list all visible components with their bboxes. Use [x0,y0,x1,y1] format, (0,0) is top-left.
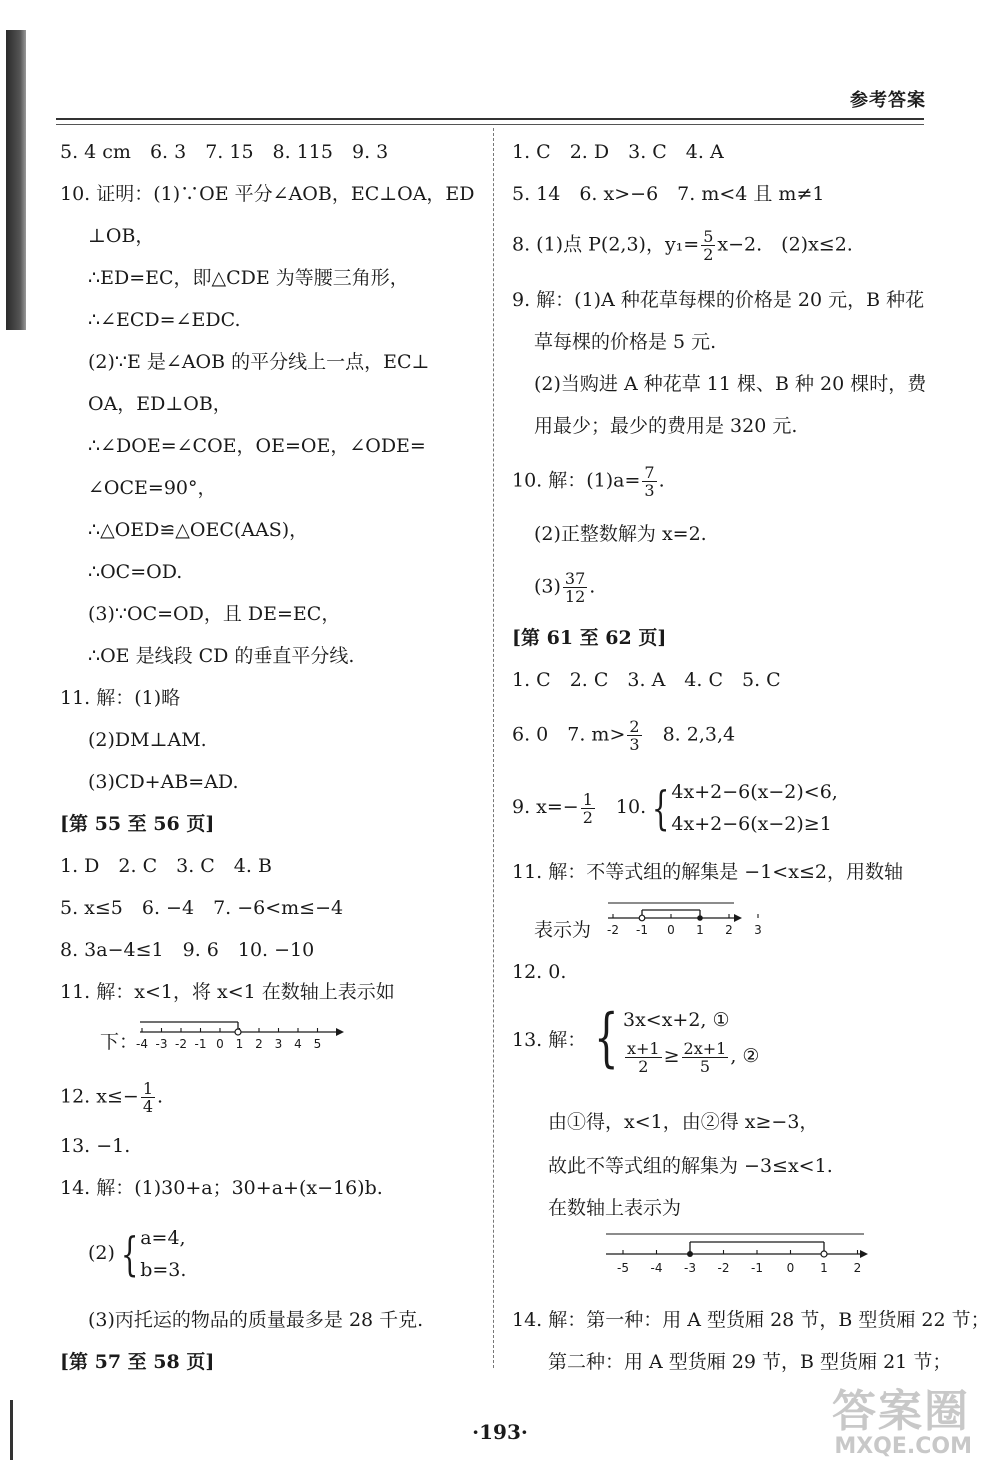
number-line-tick-label: -4 [650,1261,663,1275]
answer-line: 11. 解：不等式组的解集是 −1<x≤2，用数轴 [512,861,903,883]
number-line-tick-label: 0 [786,1261,795,1275]
page-header-title: 参考答案 [850,90,926,111]
number-line-tick-label: -1 [636,923,648,937]
answer-line: ⊥OB， [88,225,155,247]
answer-line: 8. (1)点 P(2,3)，y₁= $\frac{5}{2}$ x−2. (2)x≤2. [512,227,853,264]
number-line-tick-label: 2 [725,923,733,937]
section-heading: [第 57 至 58 页] [60,1351,215,1373]
watermark-logo: 答案圈 MXQE.COM [832,1386,972,1459]
answer-line: 11. 解：(1)略 [60,687,181,709]
answer-line: 草每棵的价格是 5 元. [534,331,717,353]
answer-line: (2)当购进 A 种花草 11 棵、B 种 20 棵时，费 [534,373,927,395]
answer-line: (2)∵E 是∠AOB 的平分线上一点，EC⊥ [88,351,430,373]
header-rule [56,118,924,120]
answer-line: (3)∵OC=OD，且 DE=EC， [88,603,341,625]
answer-line: 13. −1. [60,1135,131,1157]
answer-line: 5. 4 cm 6. 3 7. 15 8. 115 9. 3 [60,141,389,163]
answer-line: 9. 解：(1)A 种花草每棵的价格是 20 元，B 种花 [512,289,925,311]
number-line-tick-label: 1 [235,1037,244,1051]
number-line-solution-minus3-to-1 [602,1230,878,1280]
number-line-tick-label: 2 [853,1261,862,1275]
fraction: $\frac{2}{3}$ [629,717,640,754]
page-number: ·193· [472,1420,528,1444]
number-line-tick-label: -1 [751,1261,763,1275]
number-line-tick-label: 5 [313,1037,322,1051]
answer-line: (2)正整数解为 x=2. [534,523,707,545]
number-line-tick-label: 0 [216,1037,224,1051]
answer-line: 9. x=− $\frac{1}{2}$ 10. { 4x+2−6(x−2)<6, 4x+2−6(x−2)≥1 [512,781,838,835]
number-line-tick-label: -2 [717,1261,730,1275]
book-spine-shadow [6,30,26,330]
answer-line: 1. C 2. D 3. C 4. A [512,141,724,163]
column-divider [493,128,494,1368]
answer-line: 5. 14 6. x>−6 7. m<4 且 m≠1 [512,183,825,205]
answer-line: 故此不等式组的解集为 −3≤x<1. [548,1155,833,1177]
answer-line: ∴OC=OD. [88,561,183,583]
answer-line: 14. 解：(1)30+a；30+a+(x−16)b. [60,1177,383,1199]
answer-line: 10. 证明：(1)∵OE 平分∠AOB，EC⊥OA，ED [60,183,475,205]
answer-line: 1. D 2. C 3. C 4. B [60,855,272,877]
answer-line: 由①得，x<1，由②得 x≥−3， [548,1111,819,1133]
number-line-tick-label: 3 [274,1037,283,1051]
fraction: $\frac{1}{4}$ [142,1079,153,1116]
answer-line: 表示为 [534,919,592,941]
number-line-tick-label: -3 [155,1037,168,1051]
answer-line: ∠OCE=90°， [88,477,217,499]
answer-line: (2)DM⊥AM. [88,729,207,751]
answer-line: 11. 解：x<1，将 x<1 在数轴上表示如 [60,981,395,1003]
answer-line: (3)CD+AB=AD. [88,771,239,793]
answer-line: ∴△OED≌△OEC(AAS)， [88,519,309,541]
fraction: $\frac{7}{3}$ [644,463,655,500]
fraction: $\frac{37}{12}$ [564,569,586,606]
equation-system: (2) { a=4, b=3. [88,1227,187,1281]
number-line-tick-label: 1 [820,1261,828,1275]
answer-line: 14. 解：第一种：用 A 型货厢 28 节，B 型货厢 22 节； [512,1309,990,1331]
answer-line: OA，ED⊥OB， [88,393,232,415]
number-line-x-less-than-1 [136,1012,346,1056]
answer-line: 1. C 2. C 3. A 4. C 5. C [512,669,781,691]
inequality-system: 13. 解： { 3x<x+2, ① $\frac{x+1}{2}$ ≥ $\frac{2x+1}{5}$ , ② [512,1001,760,1076]
answer-line: 在数轴上表示为 [548,1197,682,1219]
fraction: $\frac{5}{2}$ [703,227,714,264]
answer-line: 10. 解：(1)a= $\frac{7}{3}$ . [512,463,665,500]
answer-line: 6. 0 7. m> $\frac{2}{3}$ 8. 2,3,4 [512,717,736,754]
number-line-tick-label: -2 [175,1037,187,1051]
number-line-solution-minus1-to-2 [606,898,762,942]
answer-line: 12. 0. [512,961,567,983]
answer-line: 下： [100,1031,139,1053]
number-line-tick-label: -4 [136,1037,148,1051]
number-line-tick-label: -2 [607,923,619,937]
fraction: $\frac{1}{2}$ [582,789,593,827]
answer-line: 8. 3a−4≤1 9. 6 10. −10 [60,939,315,961]
number-line-tick-label: 3 [754,923,762,937]
answer-line: ∴OE 是线段 CD 的垂直平分线. [88,645,355,667]
answer-line: ∴∠DOE=∠COE，OE=OE，∠ODE= [88,435,426,457]
answer-line: 5. x≤5 6. −4 7. −6<m≤−4 [60,897,344,919]
answer-line: 第二种：用 A 型货厢 29 节，B 型货厢 21 节； [548,1351,952,1373]
number-line-tick-label: 4 [294,1037,302,1051]
number-line-tick-label: 2 [255,1037,263,1051]
answer-line: ∴∠ECD=∠EDC. [88,309,241,331]
number-line-tick-label: -5 [617,1261,629,1275]
answer-line: 12. x≤− $\frac{1}{4}$ . [60,1079,164,1116]
answer-line: ∴ED=EC，即△CDE 为等腰三角形， [88,267,409,289]
header-rule-thin [56,124,924,125]
section-heading: [第 61 至 62 页] [512,627,667,649]
answer-line: 用最少；最少的费用是 320 元. [534,415,798,437]
number-line-tick-label: 1 [696,923,704,937]
number-line-tick-label: 0 [667,923,675,937]
number-line-tick-label: -1 [194,1037,207,1051]
answer-line: (3) $\frac{37}{12}$ . [534,569,596,606]
answer-line: (3)丙托运的物品的质量最多是 28 千克. [88,1309,424,1331]
number-line-tick-label: -3 [684,1261,696,1275]
section-heading: [第 55 至 56 页] [60,813,215,835]
